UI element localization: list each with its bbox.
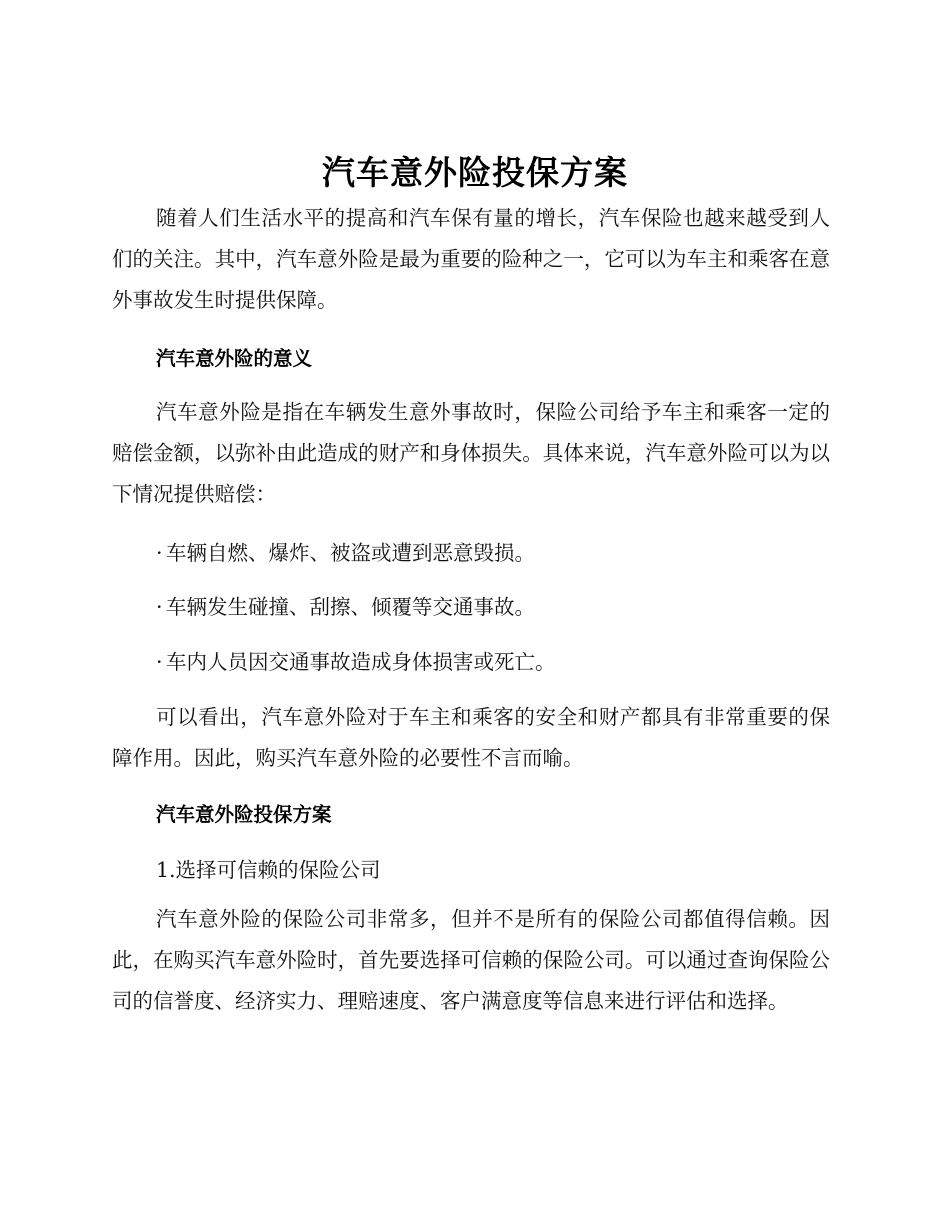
bullet-text: 车辆自燃、爆炸、被盗或遭到恶意毁损。	[166, 541, 535, 565]
bullet-text: 车辆发生碰撞、刮擦、倾覆等交通事故。	[166, 595, 535, 619]
intro-paragraph: 随着人们生活水平的提高和汽车保有量的增长，汽车保险也越来越受到人们的关注。其中，汽车意外险是最为重要的险种之一，它可以为车主和乘客在意外事故发生时提供保障。	[112, 206, 830, 312]
conclusion-paragraph: 可以看出，汽车意外险对于车主和乘客的安全和财产都具有非常重要的保障作用。因此，购买汽车意外险的必要性不言而喻。	[112, 705, 830, 770]
bullet-text: 车内人员因交通事故造成身体损害或死亡。	[166, 650, 556, 674]
bullet-item	[156, 647, 556, 677]
section-heading-plan: 汽车意外险投保方案	[156, 803, 332, 826]
document-title: 汽车意外险投保方案	[322, 153, 628, 192]
section-heading-meaning: 汽车意外险的意义	[156, 347, 313, 370]
bullet-dot-icon: ·	[156, 595, 163, 619]
bullet-dot-icon: ·	[156, 541, 163, 565]
bullet-dot-icon: ·	[156, 650, 163, 674]
subheading-choose-company: 1.选择可信赖的保险公司	[156, 858, 381, 882]
meaning-paragraph: 汽车意外险是指在车辆发生意外事故时，保险公司给予车主和乘客一定的赔偿金额，以弥补由此造成的财产和身体损失。具体来说，汽车意外险可以为以下情况提供赔偿：	[112, 400, 830, 506]
bullet-item	[156, 592, 535, 622]
bullet-item	[156, 538, 535, 568]
choose-company-paragraph: 汽车意外险的保险公司非常多，但并不是所有的保险公司都值得信赖。因此，在购买汽车意外险时，首先要选择可信赖的保险公司。可以通过查询保险公司的信誉度、经济实力、理赔速度、客户满意度等信息来进行评估和选择。	[112, 907, 830, 1013]
